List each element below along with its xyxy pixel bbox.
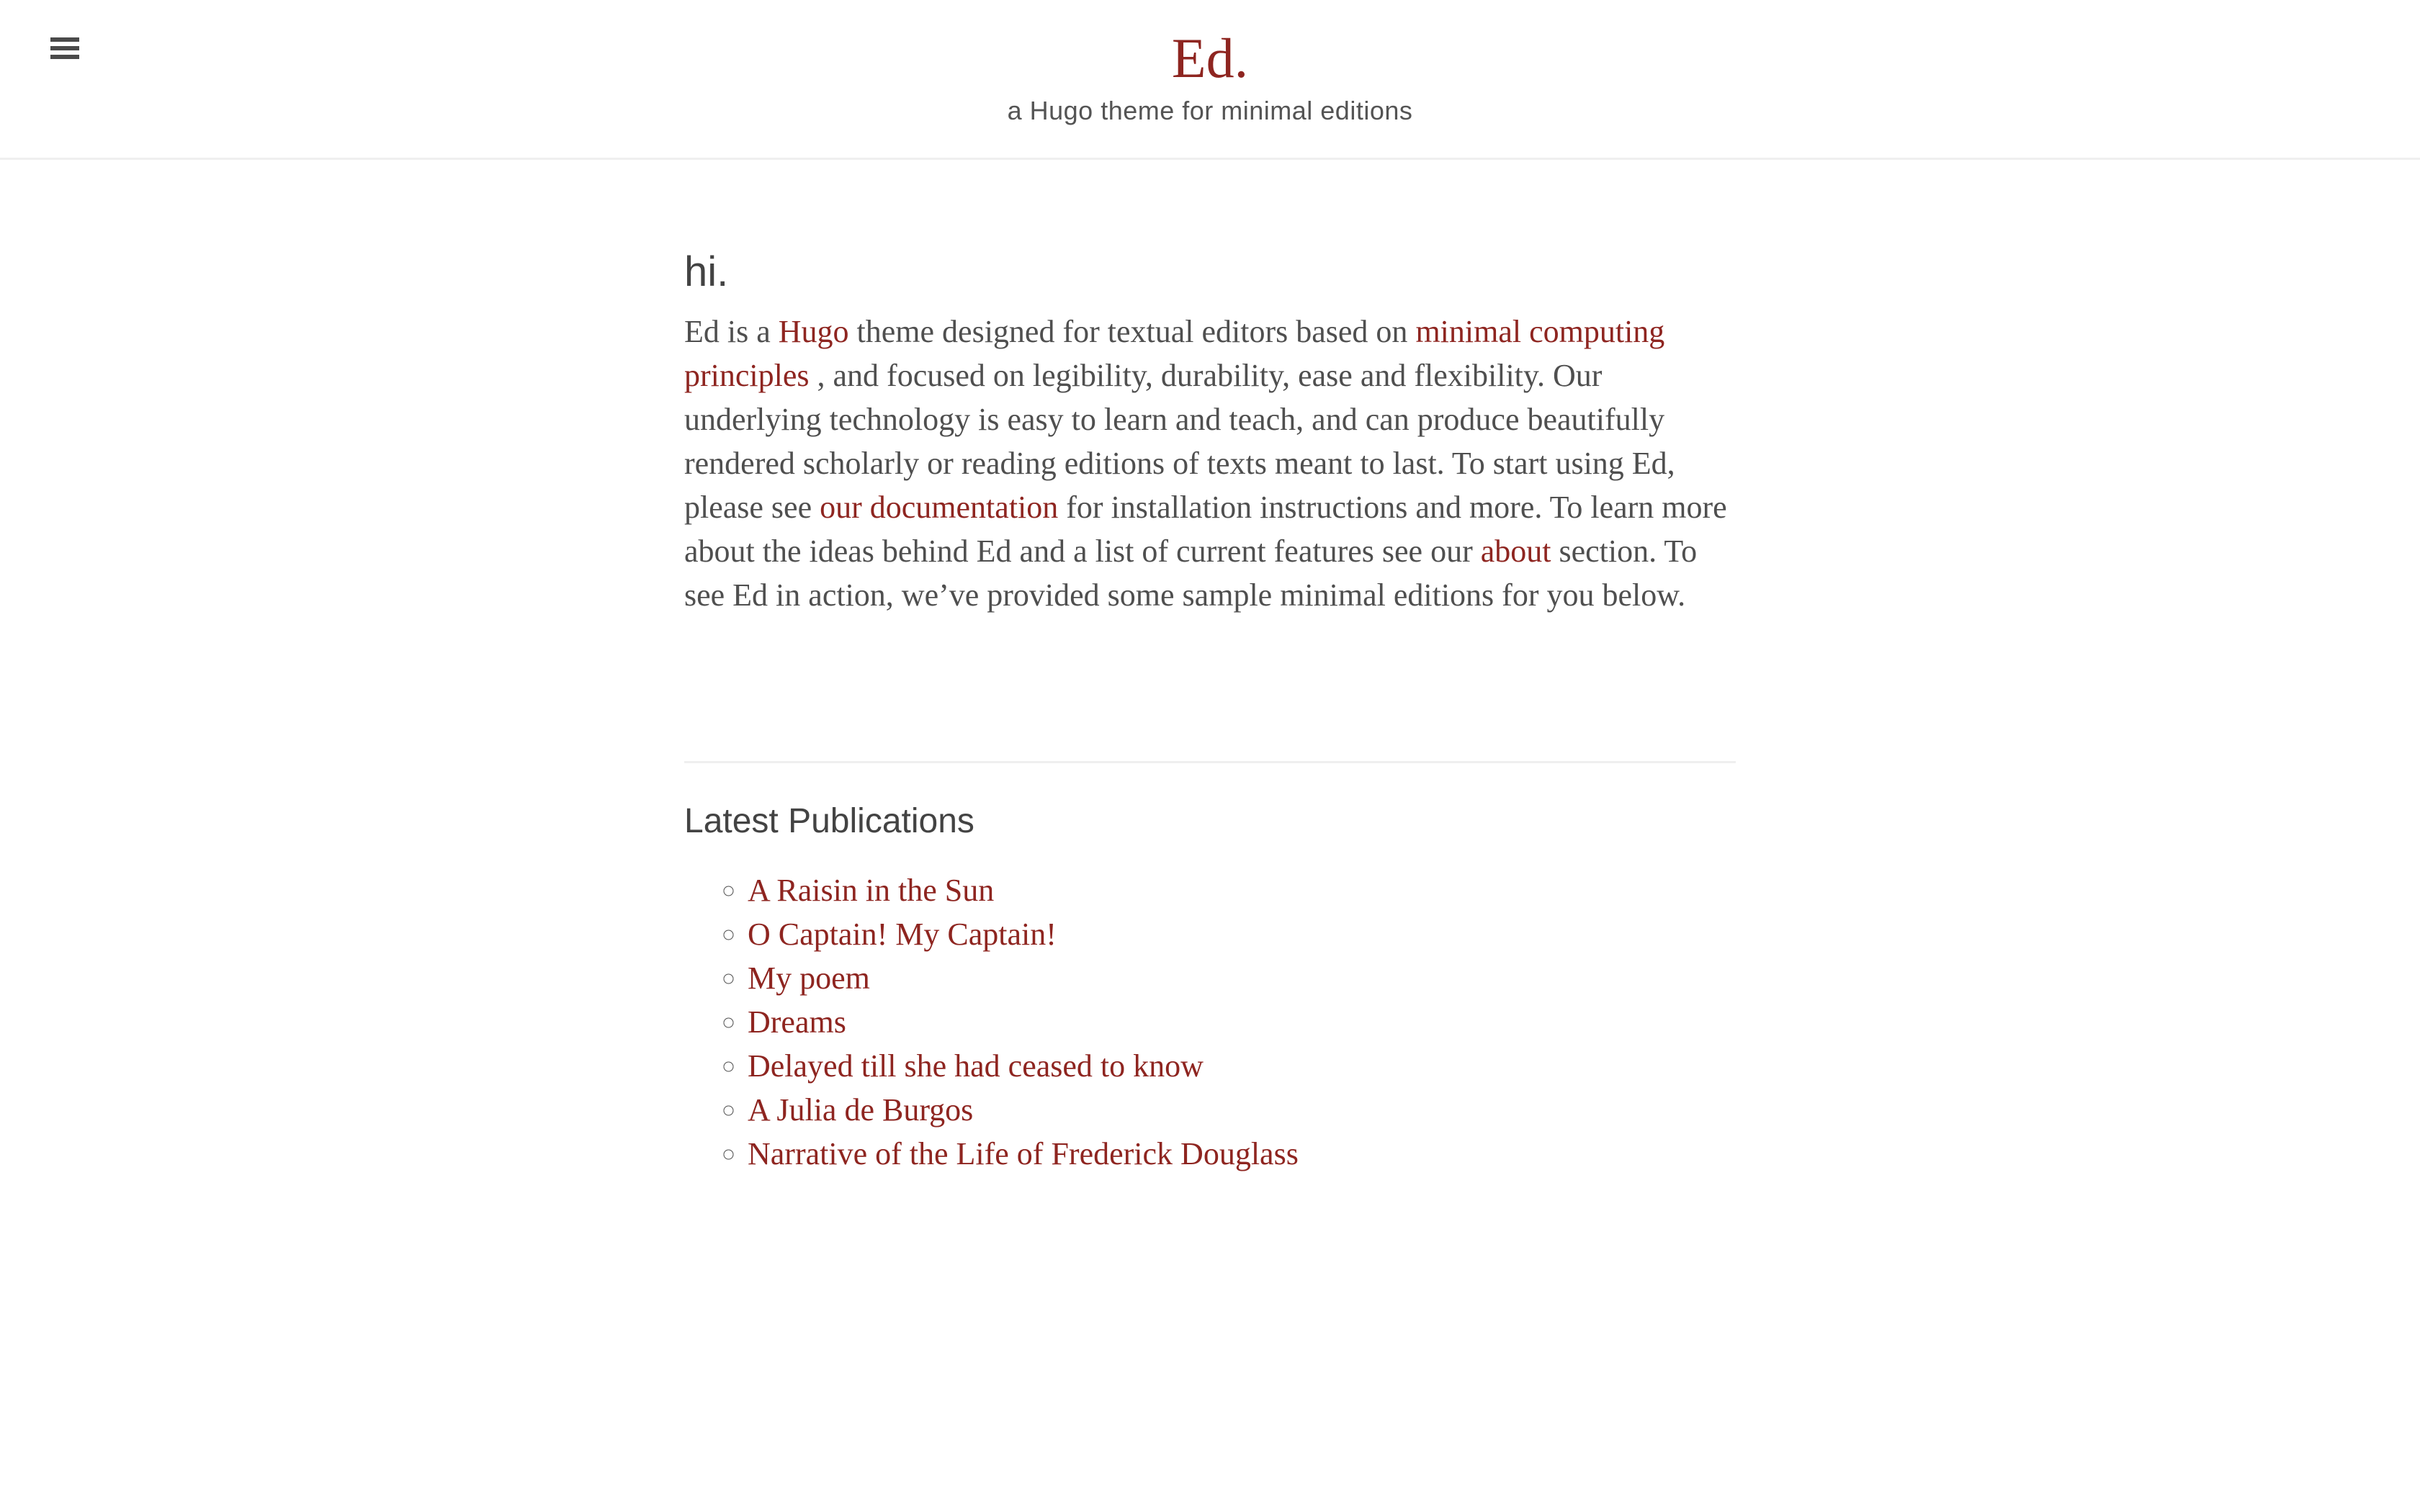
paragraph-text: for installation instructions and more. To learn more about the ideas behind Ed and a list of current features see our [684,490,1727,569]
hamburger-bar [50,55,79,59]
publication-item [748,1132,1736,1176]
publication-item [748,956,1736,1000]
site-subtitle: a Hugo theme for minimal editions [1007,96,1413,125]
menu-button[interactable] [50,37,79,59]
paragraph-text: , and focused on legibility, durability, ease and flexibility. Our underlying technology is easy to learn and teach, and can produce beautifully rendered scholarly or reading editions of texts meant to last. To start using Ed, please see [684,358,1675,525]
publication-item [748,1088,1736,1132]
publication-item [748,1044,1736,1088]
page-heading: hi. [684,248,729,295]
inline-link[interactable]: our documentation [820,490,1059,525]
publication-link[interactable]: Dreams [748,1004,846,1040]
publication-item [748,912,1736,956]
intro-paragraph [684,310,1736,617]
publication-link[interactable]: O Captain! My Captain! [748,917,1057,952]
paragraph-text: section. To see Ed in action, we’ve provided some sample minimal editions for you below. [684,534,1698,613]
paragraph-text: Ed is a [684,314,779,349]
inline-link[interactable]: minimal computing principles [684,314,1665,393]
section-divider [684,761,1736,763]
inline-link[interactable]: Hugo [778,314,849,349]
hamburger-bar [50,37,79,42]
publications-heading: Latest Publications [684,802,974,840]
publication-item [748,1000,1736,1044]
publication-link[interactable]: A Raisin in the Sun [748,873,995,908]
site-header [0,0,2420,160]
publication-item [748,868,1736,912]
hamburger-bar [50,46,79,50]
paragraph-text: theme designed for textual editors based on [848,314,1416,349]
inline-link[interactable]: about [1480,534,1551,569]
publication-link[interactable]: A Julia de Burgos [748,1092,974,1128]
publications-list [684,868,1736,1176]
main-content [684,160,1736,1176]
publication-link[interactable]: My poem [748,960,870,996]
site-title[interactable]: Ed. [1171,27,1249,89]
publication-link[interactable]: Narrative of the Life of Frederick Douglass [748,1136,1299,1171]
publication-link[interactable]: Delayed till she had ceased to know [748,1048,1204,1084]
